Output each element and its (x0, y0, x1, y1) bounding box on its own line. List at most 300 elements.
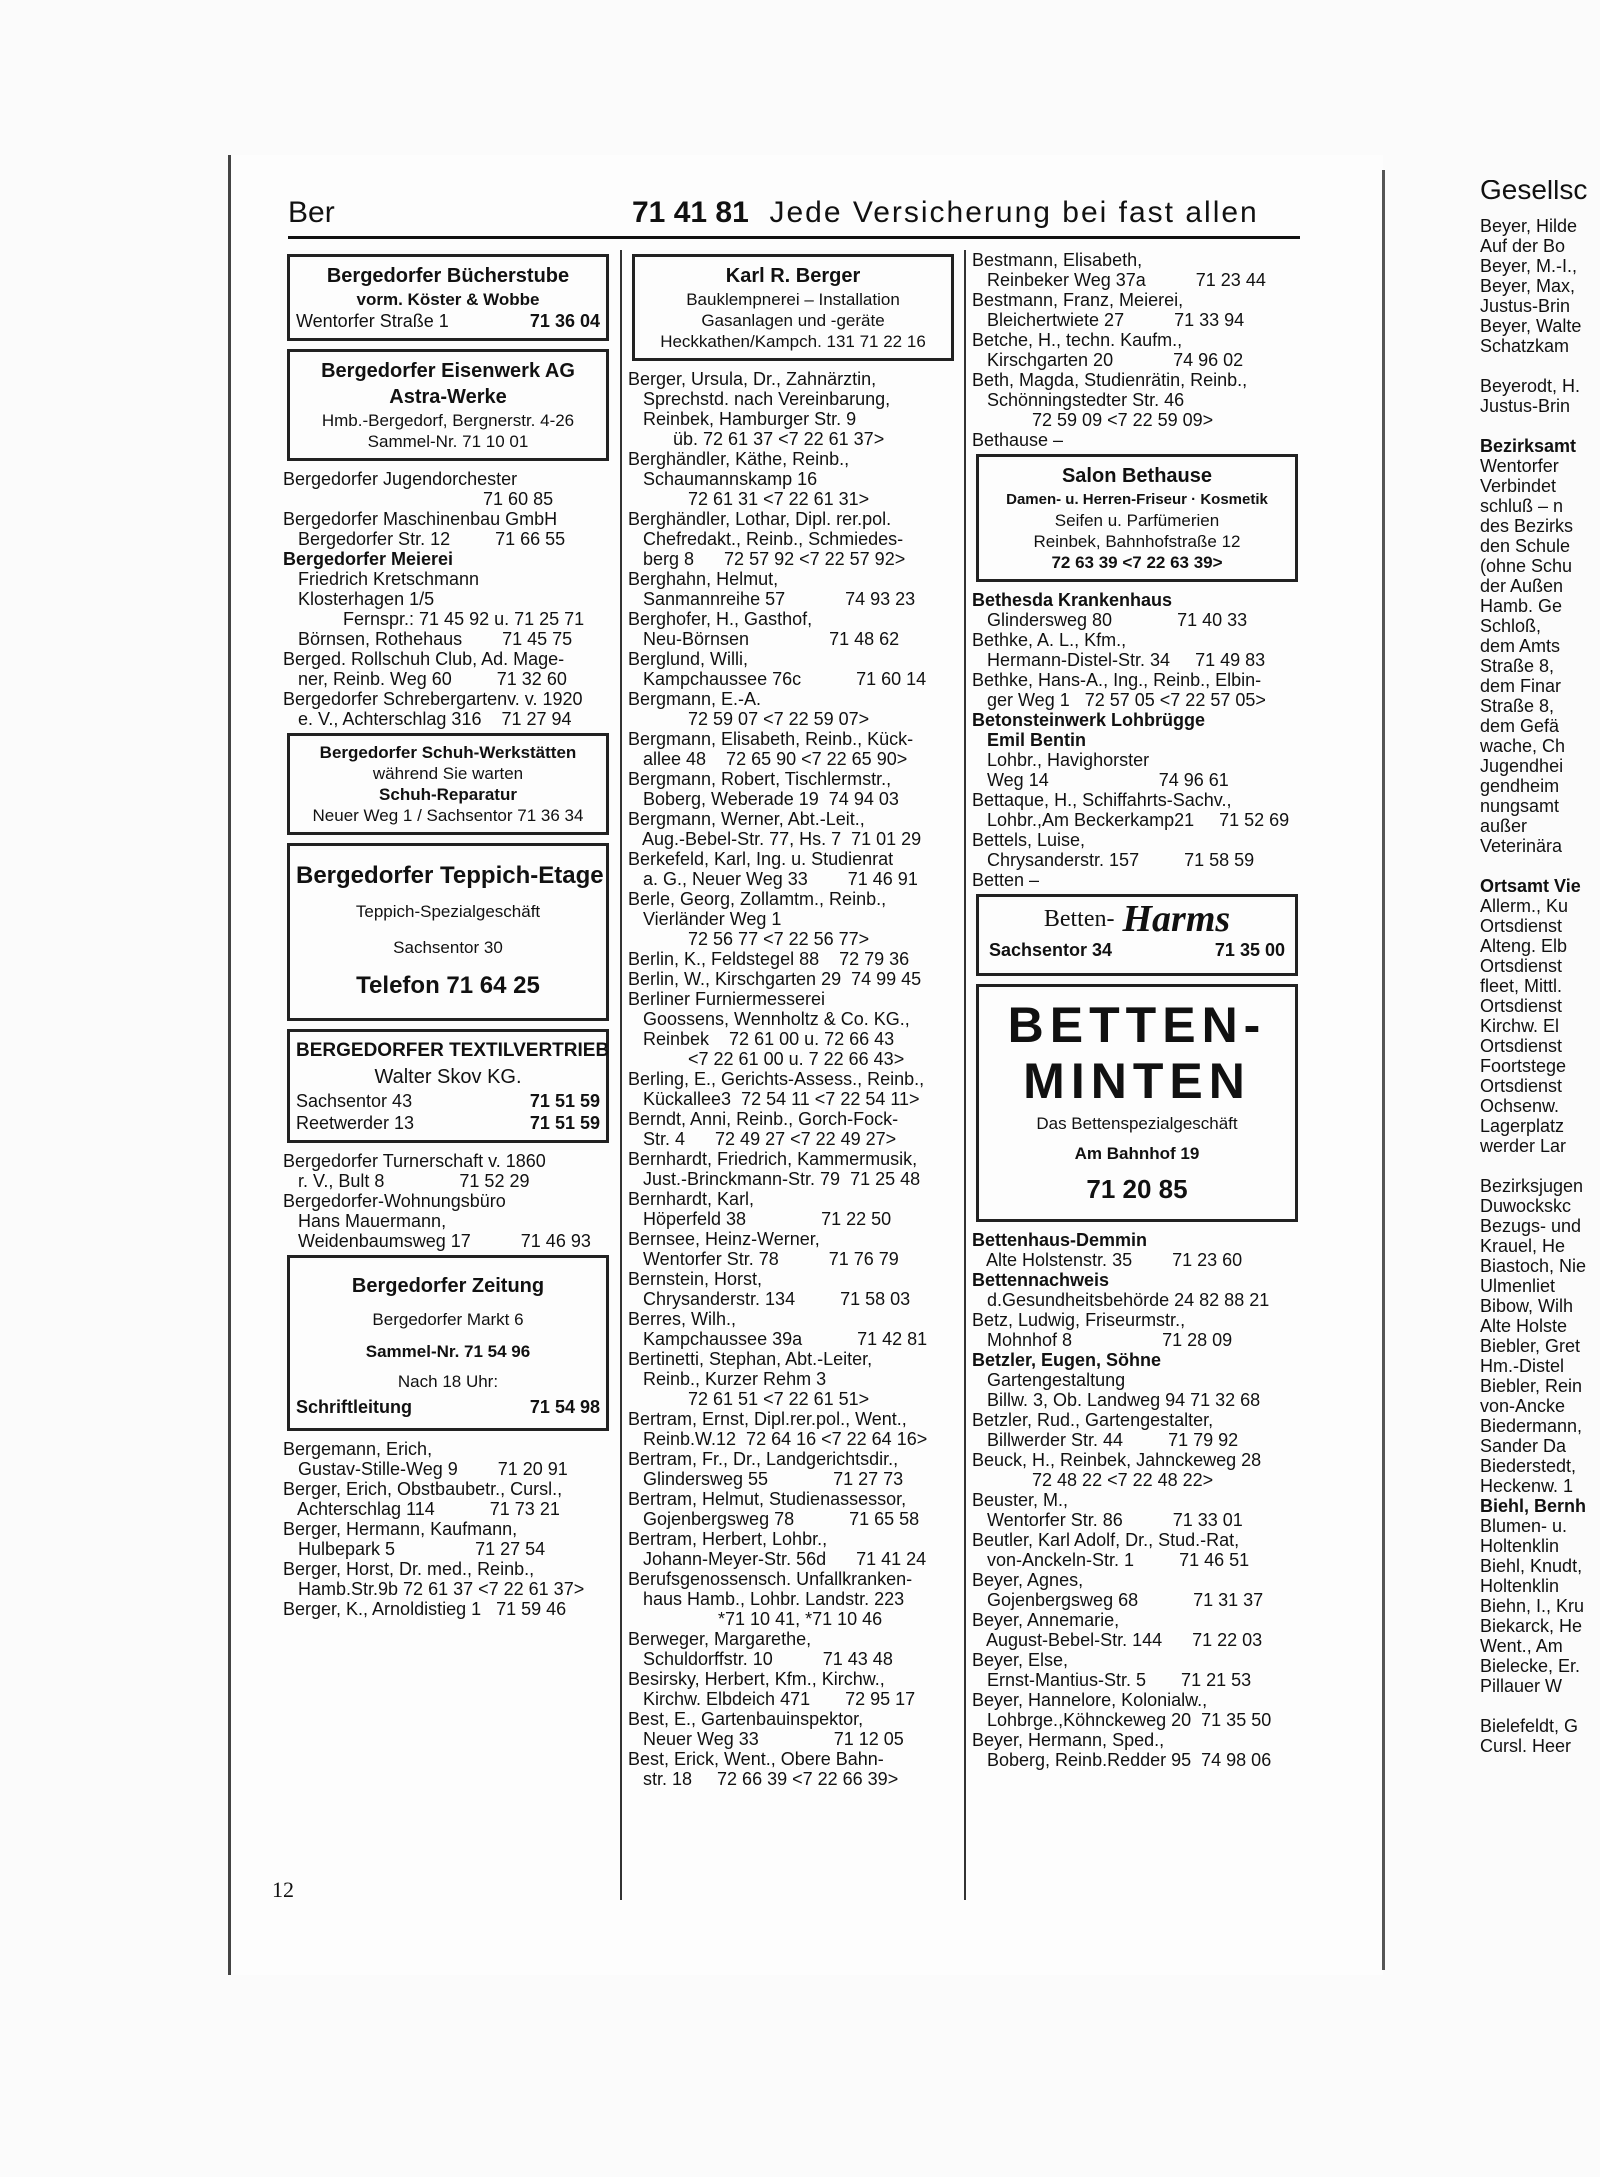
ad-address: Bergedorfer Markt 6 (372, 1310, 524, 1329)
ad-subtitle: Bauklempnerei – Installation (686, 290, 900, 309)
directory-entry: Kirchw. Elbdeich 471 72 95 17 (628, 1689, 916, 1709)
ad-title: Bergedorfer Schuh-Werkstätten (319, 743, 577, 762)
directory-entry: Billw. 3, Ob. Landweg 94 71 32 68 (972, 1390, 1261, 1410)
ad-karl-berger (632, 254, 954, 361)
directory-entry: ger Weg 1 72 57 05 <7 22 57 05> (972, 690, 1266, 710)
facing-page-line: Krauel, He (1480, 1236, 1566, 1256)
directory-entry: Betzler, Rud., Gartengestalter, (972, 1410, 1214, 1430)
facing-page-line: Verbindet (1480, 476, 1557, 496)
directory-entry: Berghändler, Lothar, Dipl. rer.pol. (628, 509, 892, 529)
facing-page-line: Bezirksamt (1480, 436, 1577, 456)
facing-page-line: Ochsenw. (1480, 1096, 1560, 1116)
facing-page-line: Biehl, Knudt, (1480, 1556, 1583, 1576)
facing-page-line (1480, 1156, 1600, 1176)
directory-entry: 72 61 51 <7 22 61 51> (628, 1389, 870, 1409)
header-rule (288, 236, 1300, 239)
directory-entry: Glindersweg 55 71 27 73 (628, 1469, 904, 1489)
header-ad (632, 196, 1259, 230)
facing-page-line (1480, 856, 1600, 876)
ad-address: Wentorfer Straße 1 (296, 311, 449, 331)
directory-entry: Berliner Furniermesserei (628, 989, 826, 1009)
ad-subtitle: vorm. Köster & Wobbe (356, 290, 540, 309)
directory-entry: Lohbr., Havighorster (972, 750, 1150, 770)
facing-page-line: Duwockskc (1480, 1196, 1572, 1216)
directory-entry: Bestmann, Elisabeth, (972, 250, 1143, 270)
directory-entry: Berger, K., Arnoldistieg 1 71 59 46 (283, 1599, 567, 1619)
directory-entry: Hamb.Str.9b 72 61 37 <7 22 61 37> (283, 1579, 585, 1599)
directory-entry: Bergedorfer Meierei (283, 549, 454, 569)
directory-entry: Bergedorfer Maschinenbau GmbH (283, 509, 558, 529)
facing-page-line: Lagerplatz (1480, 1116, 1565, 1136)
minten-logo-line1: BETTEN- (1007, 997, 1267, 1053)
directory-entry: Reinbeker Weg 37a 71 23 44 (972, 270, 1266, 290)
directory-entry: Betche, H., techn. Kaufm., (972, 330, 1183, 350)
directory-entry: Börnsen, Rothehaus 71 45 75 (283, 629, 573, 649)
facing-page-line: werder Lar (1480, 1136, 1567, 1156)
directory-entry: Str. 4 72 49 27 <7 22 49 27> (628, 1129, 897, 1149)
directory-entry: Hans Mauermann, (283, 1211, 447, 1231)
facing-page-line: Beyer, Max, (1480, 276, 1576, 296)
directory-entry: Berged. Rollschuh Club, Ad. Mage- (283, 649, 565, 669)
ad-subtitle: während Sie warten (372, 764, 524, 783)
ad-address: Reetwerder 13 (296, 1113, 415, 1133)
column-3 (972, 250, 1302, 1770)
ad-title: Salon Bethause (1061, 465, 1213, 487)
directory-entry: 72 56 77 <7 22 56 77> (628, 929, 870, 949)
directory-entry: Gojenbergsweg 78 71 65 58 (628, 1509, 920, 1529)
directory-entry: Kückallee3 72 54 11 <7 22 54 11> (628, 1089, 920, 1109)
directory-entry: Berger, Ursula, Dr., Zahnärztin, (628, 369, 877, 389)
directory-entry: Chefredakt., Reinb., Schmiedes- (628, 529, 904, 549)
directory-entry: Bergmann, E.-A. (628, 689, 762, 709)
directory-entry: 72 59 07 <7 22 59 07> (628, 709, 870, 729)
ad-address: Sachsentor 30 (393, 938, 503, 957)
directory-entry: Best, E., Gartenbauinspektor, (628, 1709, 864, 1729)
facing-page-line: Wentorfer (1480, 456, 1559, 476)
directory-entry: Besirsky, Herbert, Kfm., Kirchw., (628, 1669, 885, 1689)
directory-entry: Berger, Erich, Obstbaubetr., Cursl., (283, 1479, 563, 1499)
ad-textilvertrieb (287, 1029, 609, 1143)
facing-page-line: Biastoch, Nie (1480, 1256, 1587, 1276)
directory-entry: Reinbek 72 61 00 u. 72 66 43 (628, 1029, 895, 1049)
directory-entry: e. V., Achterschlag 316 71 27 94 (283, 709, 572, 729)
facing-page-header: Gesellsc (1480, 180, 1588, 205)
facing-page-line: Straße 8, (1480, 656, 1555, 676)
directory-entry: Bernsee, Heinz-Werner, (628, 1229, 820, 1249)
directory-entry: Betzler, Eugen, Söhne (972, 1350, 1162, 1370)
ad-zeitung (287, 1255, 609, 1431)
directory-entry: Bergmann, Robert, Tischlermstr., (628, 769, 892, 789)
directory-entry: Bethke, Hans-A., Ing., Reinb., Elbin- (972, 670, 1262, 690)
facing-page-line: Kirchw. El (1480, 1016, 1560, 1036)
directory-entry: 71 60 85 (283, 489, 554, 509)
facing-page-line: Beyer, Hilde (1480, 216, 1578, 236)
directory-entry: Bertinetti, Stephan, Abt.-Leiter, (628, 1349, 873, 1369)
directory-entry: Boberg, Reinb.Redder 95 74 98 06 (972, 1750, 1272, 1770)
facing-page-line: (ohne Schu (1480, 556, 1573, 576)
facing-page-line: von-Ancke (1480, 1396, 1566, 1416)
ad-schuh-werkstaetten (287, 733, 609, 835)
facing-page-line: Veterinära (1480, 836, 1563, 856)
directory-entry: Lohbr.,Am Beckerkamp21 71 52 69 (972, 810, 1290, 830)
ad-title: Bergedorfer Bücherstube (326, 265, 570, 287)
ad-title: Betten- (1043, 906, 1115, 932)
directory-entry: 72 59 09 <7 22 59 09> (972, 410, 1214, 430)
directory-entry: Gojenbergsweg 68 71 31 37 (972, 1590, 1264, 1610)
ad-phone: 71 54 98 (529, 1397, 600, 1417)
facing-page-line: schluß – n (1480, 496, 1564, 516)
directory-entry: Beyer, Hermann, Sped., (972, 1730, 1165, 1750)
facing-page-line: wache, Ch (1480, 736, 1566, 756)
directory-entry: Achterschlag 114 71 73 21 (283, 1499, 560, 1519)
directory-entry: Gartengestaltung (972, 1370, 1126, 1390)
directory-entry: Bertram, Ernst, Dipl.rer.pol., Went., (628, 1409, 907, 1429)
ad-title: BERGEDORFER TEXTILVERTRIEB (296, 1040, 610, 1061)
directory-entry: Berghahn, Helmut, (628, 569, 779, 589)
column-2 (628, 250, 958, 1789)
facing-page-line: Ulmenliet (1480, 1276, 1556, 1296)
directory-entry: Berweger, Margarethe, (628, 1629, 812, 1649)
facing-page-line: Biebler, Gret (1480, 1336, 1581, 1356)
entries-block (283, 469, 613, 729)
facing-page-line: Alteng. Elb (1480, 936, 1568, 956)
directory-entry: Friedrich Kretschmann (283, 569, 480, 589)
facing-page-line: Alte Holste (1480, 1316, 1568, 1336)
directory-entry: Bethause – (972, 430, 1064, 450)
facing-page-line: Heckenw. 1 (1480, 1476, 1574, 1496)
ad-address: Reinbek, Bahnhofstraße 12 (1033, 532, 1241, 551)
directory-entry: Bettenhaus-Demmin (972, 1230, 1148, 1250)
ad-address: Heckkathen/Kampch. 131 71 22 16 (660, 332, 926, 351)
page-header (288, 196, 1300, 236)
facing-page-line (1480, 416, 1600, 436)
directory-entry: Bergedorfer Schrebergartenv. v. 1920 (283, 689, 583, 709)
ad-subtitle: Teppich-Spezialgeschäft (355, 902, 541, 921)
directory-entry: Bernstein, Horst, (628, 1269, 763, 1289)
directory-entry: Wentorfer Str. 86 71 33 01 (972, 1510, 1243, 1530)
facing-page-line: Cursl. Heer (1480, 1736, 1572, 1756)
facing-page-line: den Schule (1480, 536, 1571, 556)
directory-entry: Bergedorfer Jugendorchester (283, 469, 518, 489)
ad-title: Bergedorfer Teppich-Etage (296, 862, 604, 889)
directory-entry: Bethesda Krankenhaus (972, 590, 1173, 610)
directory-entry: Bleichertwiete 27 71 33 94 (972, 310, 1245, 330)
directory-entry: Beyer, Hannelore, Kolonialw., (972, 1690, 1208, 1710)
directory-entry: 72 61 31 <7 22 61 31> (628, 489, 870, 509)
directory-entry: Chrysanderstr. 157 71 58 59 (972, 850, 1255, 870)
header-slogan: Jede Versicherung bei fast allen (769, 196, 1259, 229)
ad-phone: 72 63 39 <7 22 63 39> (1051, 553, 1223, 572)
facing-page-line: Straße 8, (1480, 696, 1555, 716)
directory-entry: Berglund, Willi, (628, 649, 749, 669)
directory-entry: Betz, Ludwig, Friseurmstr., (972, 1310, 1186, 1330)
entries-block (283, 1151, 613, 1251)
facing-page-line: fleet, Mittl. (1480, 976, 1563, 996)
ad-subtitle: Damen- u. Herren-Friseur · Kosmetik (1006, 491, 1268, 508)
facing-page-line: Biekarck, He (1480, 1616, 1583, 1636)
ad-address: Sachsentor 34 (989, 940, 1113, 960)
directory-entry: Berres, Wilh., (628, 1309, 737, 1329)
directory-entry: Kampchaussee 76c 71 60 14 (628, 669, 927, 689)
facing-page-line: gendheim (1480, 776, 1560, 796)
directory-entry: Beutler, Karl Adolf, Dr., Stud.-Rat, (972, 1530, 1240, 1550)
directory-entry: Fernspr.: 71 45 92 u. 71 25 71 (283, 609, 585, 629)
ad-address: Am Bahnhof 19 (1074, 1144, 1200, 1163)
facing-page-line: Pillauer W (1480, 1676, 1563, 1696)
ad-phone: 71 35 00 (1214, 940, 1285, 960)
facing-page-line: Biederstedt, (1480, 1456, 1577, 1476)
directory-entry: Berkefeld, Karl, Ing. u. Studienrat (628, 849, 894, 869)
facing-page-line: Biehn, I., Kru (1480, 1596, 1585, 1616)
directory-entry: haus Hamb., Lohbr. Landstr. 223 (628, 1589, 905, 1609)
ad-service: Schuh-Reparatur (379, 785, 517, 804)
ad-title: Bergedorfer Zeitung (351, 1275, 545, 1297)
directory-entry: Betten – (972, 870, 1040, 890)
directory-entry: Schaumannskamp 16 (628, 469, 818, 489)
ad-phone: Sammel-Nr. 71 10 01 (367, 432, 529, 451)
directory-entry: Ernst-Mantius-Str. 5 71 21 53 (972, 1670, 1252, 1690)
ad-buecherstube (287, 254, 609, 341)
ad-betten-minten (976, 984, 1298, 1222)
directory-entry: Beyer, Else, (972, 1650, 1069, 1670)
directory-entry: Bettels, Luise, (972, 830, 1086, 850)
facing-page-line: Schloß, (1480, 616, 1542, 636)
directory-entry: Bergmann, Elisabeth, Reinb., Kück- (628, 729, 914, 749)
directory-entry: Gustav-Stille-Weg 9 71 20 91 (283, 1459, 568, 1479)
directory-entry: <7 22 61 00 u. 7 22 66 43> (628, 1049, 905, 1069)
directory-entry: Klosterhagen 1/5 (283, 589, 435, 609)
directory-entry: Weidenbaumsweg 17 71 46 93 (283, 1231, 591, 1251)
directory-entry: Aug.-Bebel-Str. 77, Hs. 7 71 01 29 (628, 829, 922, 849)
directory-entry: Wentorfer Str. 78 71 76 79 (628, 1249, 899, 1269)
directory-entry: Berufsgenossensch. Unfallkranken- (628, 1569, 913, 1589)
ad-eisenwerk (287, 349, 609, 461)
column-1 (283, 250, 613, 1619)
facing-page-entries (1480, 216, 1600, 1756)
directory-entry: Just.-Brinckmann-Str. 79 71 25 48 (628, 1169, 921, 1189)
facing-page-line: Ortsdienst (1480, 1036, 1563, 1056)
entries-block (972, 1230, 1302, 1770)
directory-entry: Hulbepark 5 71 27 54 (283, 1539, 546, 1559)
directory-entry: Bertram, Helmut, Studienassessor, (628, 1489, 907, 1509)
directory-entry: Bertram, Fr., Dr., Landgerichtsdir., (628, 1449, 899, 1469)
facing-page-line: Sander Da (1480, 1436, 1567, 1456)
directory-entry: Berlin, W., Kirschgarten 29 74 99 45 (628, 969, 922, 989)
directory-entry: Betonsteinwerk Lohbrügge (972, 710, 1206, 730)
directory-entry: Berlin, K., Feldstegel 88 72 79 36 (628, 949, 910, 969)
facing-page-line: dem Finar (1480, 676, 1562, 696)
facing-page-line: außer (1480, 816, 1528, 836)
directory-entry: Beth, Magda, Studienrätin, Reinb., (972, 370, 1248, 390)
directory-entry: Bertram, Herbert, Lohbr., (628, 1529, 828, 1549)
directory-entry: Sanmannreihe 57 74 93 23 (628, 589, 916, 609)
directory-entry: Best, Erick, Went., Obere Bahn- (628, 1749, 884, 1769)
ad-salon-bethause (976, 454, 1298, 582)
directory-entry: Mohnhof 8 71 28 09 (972, 1330, 1233, 1350)
facing-page-line (1480, 356, 1600, 376)
directory-entry: Glindersweg 80 71 40 33 (972, 610, 1248, 630)
directory-entry: Schönningstedter Str. 46 (972, 390, 1185, 410)
facing-page (1480, 180, 1600, 1756)
facing-page-line: Foortstege (1480, 1056, 1567, 1076)
directory-entry: Bergmann, Werner, Abt.-Leit., (628, 809, 865, 829)
ad-phone: Telefon 71 64 25 (356, 972, 540, 999)
directory-entry: r. V., Bult 8 71 52 29 (283, 1171, 530, 1191)
facing-page-line: Justus-Brin (1480, 396, 1571, 416)
directory-entry: Hermann-Distel-Str. 34 71 49 83 (972, 650, 1266, 670)
facing-page-line: Allerm., Ku (1480, 896, 1569, 916)
directory-entry: Berndt, Anni, Reinb., Gorch-Fock- (628, 1109, 899, 1129)
facing-page-line: Justus-Brin (1480, 296, 1571, 316)
directory-entry: *71 10 41, *71 10 46 (628, 1609, 883, 1629)
facing-page-line: Bielefeldt, G (1480, 1716, 1579, 1736)
facing-page-line: Blumen- u. (1480, 1516, 1568, 1536)
facing-page-line: Bibow, Wilh (1480, 1296, 1574, 1316)
directory-entry: Billwerder Str. 44 71 79 92 (972, 1430, 1239, 1450)
directory-entry: Schuldorffstr. 10 71 43 48 (628, 1649, 893, 1669)
header-phone: 71 41 81 (632, 196, 749, 229)
directory-entry: Berger, Hermann, Kaufmann, (283, 1519, 518, 1539)
facing-page-line: dem Gefä (1480, 716, 1560, 736)
ad-subtitle: Das Bettenspezialgeschäft (1036, 1114, 1238, 1133)
ad-address: Sachsentor 43 (296, 1091, 413, 1111)
directory-entry: Beuck, H., Reinbek, Jahnckeweg 28 (972, 1450, 1262, 1470)
facing-page-line: Jugendhei (1480, 756, 1564, 776)
directory-entry: ner, Reinb. Weg 60 71 32 60 (283, 669, 567, 689)
facing-page-line: Bielecke, Er. (1480, 1656, 1581, 1676)
directory-entry: Bernhardt, Friedrich, Kammermusik, (628, 1149, 918, 1169)
directory-entry: Bettaque, H., Schiffahrts-Sachv., (972, 790, 1232, 810)
ad-dept: Schriftleitung (296, 1397, 412, 1417)
ad-title: Karl R. Berger (725, 265, 861, 287)
directory-entry: a. G., Neuer Weg 33 71 46 91 (628, 869, 918, 889)
facing-page-line: der Außen (1480, 576, 1564, 596)
directory-entry: Beyer, Agnes, (972, 1570, 1084, 1590)
directory-entry: Neu-Börnsen 71 48 62 (628, 629, 900, 649)
directory-entry: Alte Holstenstr. 35 71 23 60 (972, 1250, 1243, 1270)
directory-entry: Berger, Horst, Dr. med., Reinb., (283, 1559, 535, 1579)
ad-subtitle: Seifen u. Parfümerien (1054, 511, 1220, 530)
facing-page-line: nungsamt (1480, 796, 1560, 816)
facing-page-line: Biehl, Bernh (1480, 1496, 1587, 1516)
directory-entry: Reinb., Kurzer Rehm 3 (628, 1369, 827, 1389)
harms-logo: Harms (1122, 898, 1231, 940)
directory-entry: Weg 14 74 96 61 (972, 770, 1229, 790)
entries-block (972, 590, 1302, 890)
header-letters: Ber (288, 196, 335, 229)
page-edge (1382, 170, 1385, 1970)
directory-entry: Berle, Georg, Zollamtm., Reinb., (628, 889, 887, 909)
directory-entry: Boberg, Weberade 19 74 94 03 (628, 789, 899, 809)
page-number: 12 (272, 1877, 294, 1902)
ad-phone: 71 36 04 (529, 311, 600, 331)
directory-entry: August-Bebel-Str. 144 71 22 03 (972, 1630, 1263, 1650)
directory-entry: Vierländer Weg 1 (628, 909, 782, 929)
facing-page-line: Holtenklin (1480, 1576, 1560, 1596)
directory-entry: Berling, E., Gerichts-Assess., Reinb., (628, 1069, 925, 1089)
ad-phone: Sammel-Nr. 71 54 96 (365, 1342, 531, 1361)
directory-entry: Emil Bentin (972, 730, 1087, 750)
facing-page-line: Ortsdienst (1480, 996, 1563, 1016)
facing-page-line: Ortsdienst (1480, 1076, 1563, 1096)
facing-page-line (1480, 1696, 1600, 1716)
directory-entry: Kampchaussee 39a 71 42 81 (628, 1329, 928, 1349)
minten-logo-line2: MINTEN (1023, 1053, 1251, 1109)
directory-entry: üb. 72 61 37 <7 22 61 37> (628, 429, 885, 449)
directory-entry: Beyer, Annemarie, (972, 1610, 1120, 1630)
directory-entry: Bergedorfer-Wohnungsbüro (283, 1191, 506, 1211)
ad-subtitle: Walter Skov KG. (374, 1066, 522, 1088)
column-divider (620, 250, 622, 1900)
directory-entry: Bettennachweis (972, 1270, 1110, 1290)
directory-entry: Bergedorfer Turnerschaft v. 1860 (283, 1151, 546, 1171)
directory-entry: Sprechstd. nach Vereinbarung, (628, 389, 891, 409)
directory-entry: Lohbrge.,Köhnckeweg 20 71 35 50 (972, 1710, 1272, 1730)
directory-entry: Chrysanderstr. 134 71 58 03 (628, 1289, 911, 1309)
facing-page-line: Hamb. Ge (1480, 596, 1563, 616)
facing-page-line: Beyer, Walte (1480, 316, 1582, 336)
directory-entry: Reinb.W.12 72 64 16 <7 22 64 16> (628, 1429, 928, 1449)
ad-address: Neuer Weg 1 / Sachsentor 71 36 34 (312, 806, 584, 825)
directory-entry: Reinbek, Hamburger Str. 9 (628, 409, 857, 429)
directory-entry: Berghändler, Käthe, Reinb., (628, 449, 850, 469)
ad-subtitle: Astra-Werke (389, 386, 507, 408)
ad-address: Hmb.-Bergedorf, Bergnerstr. 4-26 (321, 411, 575, 430)
ad-betten-harms (976, 894, 1298, 976)
facing-page-line: Holtenklin (1480, 1536, 1560, 1556)
facing-page-line: des Bezirks (1480, 516, 1574, 536)
directory-entry: Neuer Weg 33 71 12 05 (628, 1729, 904, 1749)
facing-page-line: Ortsamt Vie (1480, 876, 1581, 896)
facing-page-line: Bezirksjugen (1480, 1176, 1584, 1196)
facing-page-line: Auf der Bo (1480, 236, 1566, 256)
directory-entry: von-Anckeln-Str. 1 71 46 51 (972, 1550, 1250, 1570)
facing-page-line: Ortsdienst (1480, 956, 1563, 976)
ad-title: Bergedorfer Eisenwerk AG (321, 360, 575, 382)
facing-page-line: Went., Am (1480, 1636, 1563, 1656)
facing-page-line: Beyerodt, H. (1480, 376, 1581, 396)
directory-entry: Bethke, A. L., Kfm., (972, 630, 1127, 650)
directory-entry: Berghofer, H., Gasthof, (628, 609, 813, 629)
ad-subtitle: Gasanlagen und -geräte (701, 311, 885, 330)
directory-entry: allee 48 72 65 90 <7 22 65 90> (628, 749, 908, 769)
ad-phone: 71 20 85 (1086, 1174, 1188, 1204)
facing-page-line: Beyer, M.-I., (1480, 256, 1578, 276)
facing-page-line: Hm.-Distel (1480, 1356, 1564, 1376)
directory-entry: berg 8 72 57 92 <7 22 57 92> (628, 549, 906, 569)
entries-block (972, 250, 1302, 450)
facing-page-line: dem Amts (1480, 636, 1561, 656)
ad-phone: 71 51 59 (529, 1113, 600, 1133)
entries-block (283, 1439, 613, 1619)
directory-entry: d.Gesundheitsbehörde 24 82 88 21 (972, 1290, 1270, 1310)
directory-entry: Bergemann, Erich, (283, 1439, 433, 1459)
ad-teppich-etage (287, 843, 609, 1021)
directory-entry: Bestmann, Franz, Meierei, (972, 290, 1184, 310)
entries-block (628, 369, 958, 1789)
facing-page-line: Schatzkam (1480, 336, 1570, 356)
directory-entry: Bergedorfer Str. 12 71 66 55 (283, 529, 566, 549)
facing-page-line: Ortsdienst (1480, 916, 1563, 936)
directory-entry: Johann-Meyer-Str. 56d 71 41 24 (628, 1549, 927, 1569)
directory-entry: Goossens, Wennholtz & Co. KG., (628, 1009, 910, 1029)
facing-page-line: Biedermann, (1480, 1416, 1583, 1436)
facing-page-line: Bezugs- und (1480, 1216, 1582, 1236)
facing-page-line: Biebler, Rein (1480, 1376, 1583, 1396)
directory-entry: Beuster, M., (972, 1490, 1069, 1510)
directory-entry: Höperfeld 38 71 22 50 (628, 1209, 892, 1229)
directory-entry: Bernhardt, Karl, (628, 1189, 755, 1209)
